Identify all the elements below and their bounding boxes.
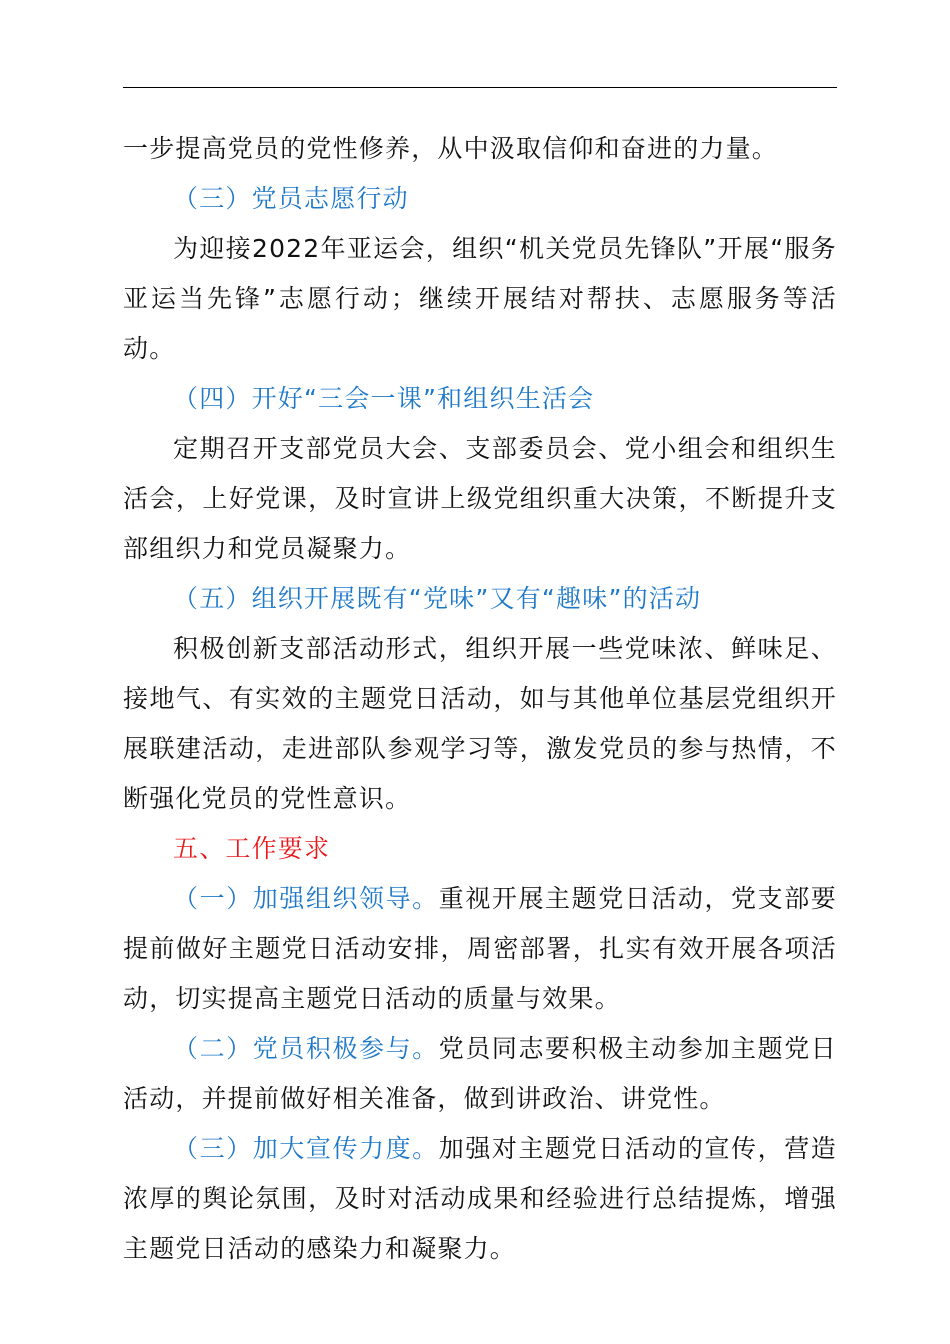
- requirement-item-2: [123, 1024, 837, 1124]
- requirement-title: （二）党员积极参与。: [173, 1034, 439, 1063]
- paragraph-fun-activities: 积极创新支部活动形式，组织开展一些党味浓、鲜味足、接地气、有实效的主题党日活动，如与其他单位基层党组织开展联建活动，走进部队参观学习等，激发党员的参与热情，不断强化党员的党性意识。: [123, 634, 837, 813]
- requirement-item-1: [123, 874, 837, 1024]
- section-heading-requirements: 五、工作要求: [173, 834, 331, 863]
- paragraph-volunteer-action: 为迎接2022年亚运会，组织“机关党员先锋队”开展“服务亚运当先锋”志愿行动；继续开展结对帮扶、志愿服务等活动。: [123, 234, 837, 363]
- subheading-fun-activities: （五）组织开展既有“党味”又有“趣味”的活动: [173, 584, 702, 613]
- subheading-three-meetings: （四）开好“三会一课”和组织生活会: [173, 384, 595, 413]
- requirement-body: 加强对主题党日活动的宣传，营造浓厚的舆论氛围，及时对活动成果和经验进行总结提炼，增强主题党日活动的感染力和凝聚力。: [123, 1134, 837, 1263]
- requirement-title: （一）加强组织领导。: [173, 884, 439, 913]
- requirement-item-3: [123, 1124, 837, 1274]
- requirement-body: 重视开展主题党日活动，党支部要提前做好主题党日活动安排，周密部署，扎实有效开展各项活动，切实提高主题党日活动的质量与效果。: [123, 884, 837, 1013]
- document-body: [123, 124, 837, 1274]
- paragraph-continuation: 一步提高党员的党性修养，从中汲取信仰和奋进的力量。: [123, 134, 779, 163]
- header-rule: [123, 87, 837, 88]
- subheading-volunteer-action: （三）党员志愿行动: [173, 184, 409, 213]
- paragraph-three-meetings: 定期召开支部党员大会、支部委员会、党小组会和组织生活会，上好党课，及时宣讲上级党组织重大决策，不断提升支部组织力和党员凝聚力。: [123, 434, 837, 563]
- requirement-body: 党员同志要积极主动参加主题党日活动，并提前做好相关准备，做到讲政治、讲党性。: [123, 1034, 837, 1113]
- requirement-title: （三）加大宣传力度。: [173, 1134, 439, 1163]
